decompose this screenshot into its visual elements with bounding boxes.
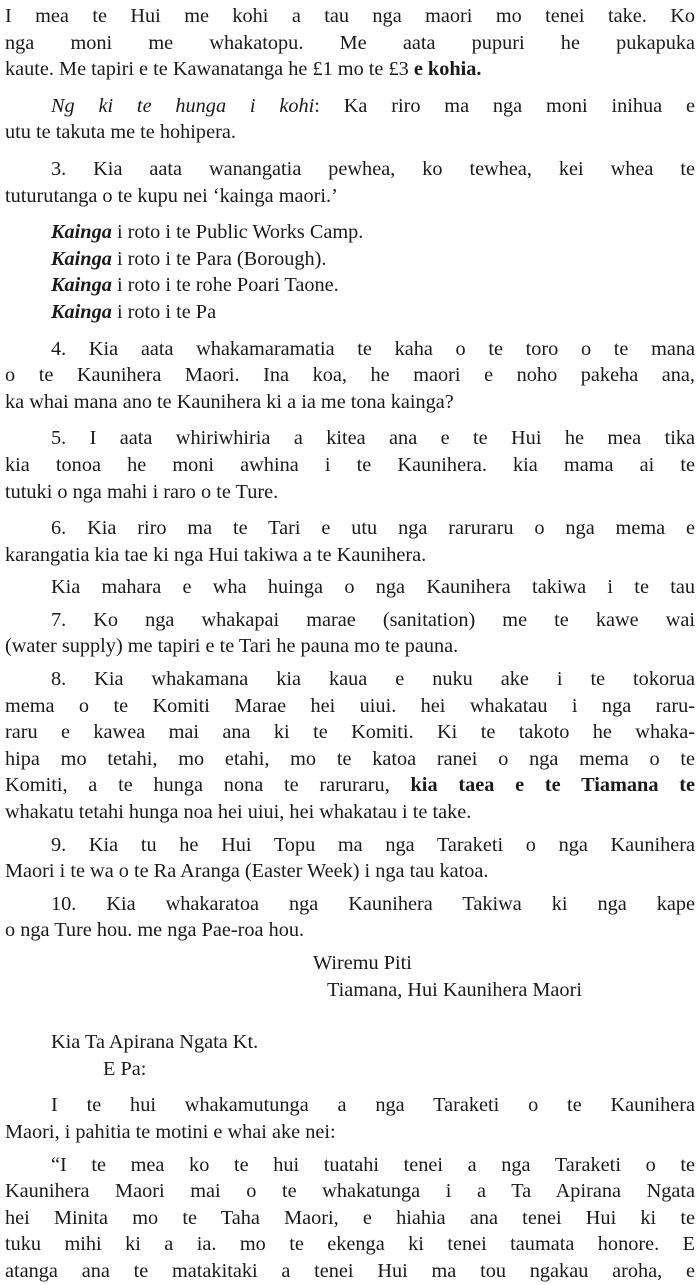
- text-line: Maori i te wa o te Ra Aranga (Easter Week) i nga tau katoa.: [5, 860, 489, 883]
- text-line: 5. I aata whiriwhiria a kitea ana e te Hui he mea tika: [51, 427, 695, 450]
- paragraph-item-5: [5, 425, 695, 505]
- list-item: [5, 246, 695, 273]
- text-line: Kaunihera Maori mai o te whakatunga i a Ta Apirana Ngata: [5, 1180, 695, 1203]
- text-run: i roto i te Pa: [111, 300, 217, 323]
- text-line: (water supply) me tapiri e te Tari he pauna mo te pauna.: [5, 635, 459, 658]
- signature-block: [5, 950, 695, 1003]
- paragraph-item-7: [5, 607, 695, 660]
- text-run-bold-italic: Kainga: [51, 274, 112, 297]
- paragraph-item-9: [5, 832, 695, 885]
- text-line: nga moni me whakatopu. Me aata pupuri he pukapuka: [5, 31, 695, 54]
- text-run-bold-italic: Kainga: [51, 221, 112, 244]
- paragraph-item-3: [5, 156, 695, 209]
- text-line: 6. Kia riro ma te Tari e utu nga raruraru o nga mema e: [51, 517, 695, 540]
- text-run: i roto i te Para (Borough).: [111, 247, 327, 270]
- paragraph-funding: [5, 3, 695, 83]
- paragraph-item-4: [5, 336, 695, 416]
- text-run-bold-italic: Kainga: [51, 300, 112, 323]
- text-line: o te Kaunihera Maori. Ina koa, he maori e noho pakeha ana,: [5, 364, 695, 387]
- text-line: tuku mihi ki a ia. mo te ekenga ki tenei taumata honore. E: [5, 1233, 695, 1256]
- text-line: hei Minita mo te Taha Maori, e hiahia ana tenei Hui ki te: [5, 1206, 695, 1229]
- text-run: Komiti, a te hunga nona te raruraru,: [5, 774, 411, 797]
- text-line: mema o te Komiti Marae hei uiui. hei whakatau i nga raru-: [5, 694, 695, 717]
- text-line: 7. Ko nga whakapai marae (sanitation) me te kawe wai: [51, 608, 695, 631]
- text-run: i roto i te Public Works Camp.: [111, 221, 364, 244]
- text-line: [5, 56, 695, 83]
- letter-address: [5, 1029, 695, 1082]
- text-line: 10. Kia whakaratoa nga Kaunihera Takiwa ki nga kape: [51, 892, 695, 915]
- addressee: Kia Ta Apirana Ngata Kt.: [51, 1031, 259, 1054]
- text-line: hipa mo tetahi, mo etahi, mo te katoa ranei o nga mema o te: [5, 747, 695, 770]
- text-run-bold: kia taea e te Tiamana te: [410, 774, 695, 797]
- text-line: 9. Kia tu he Hui Topu ma nga Taraketi o nga Kaunihera: [51, 833, 695, 856]
- text-line: [5, 93, 695, 120]
- text-line: o nga Ture hou. me nga Pae-roa hou.: [5, 919, 305, 942]
- list-item: [5, 299, 695, 326]
- list-item: [5, 219, 695, 246]
- text-run-italic: Ng ki te hunga i kohi: [51, 94, 315, 117]
- text-line: whakatu tetahi hunga noa hei uiui, hei whakatau i te take.: [5, 801, 472, 824]
- paragraph-item-10: [5, 891, 695, 944]
- text-line: [5, 772, 695, 799]
- text-line: “I te mea ko te hui tuatahi tenei a nga Taraketi o te: [51, 1153, 695, 1176]
- text-line: raru e kawea mai ana ki te Komiti. Ki te takoto he whaka-: [5, 721, 695, 744]
- text-run-bold-italic: Kainga: [51, 247, 112, 270]
- paragraph-collectors: [5, 93, 695, 146]
- paragraph-letter-intro: [5, 1092, 695, 1145]
- text-run: : Ka riro ma nga moni inihua e: [314, 94, 695, 117]
- text-line: 8. Kia whakamana kia kaua e nuku ake i te tokorua: [51, 668, 695, 691]
- list-item: [5, 272, 695, 299]
- document-page: [5, 3, 695, 1285]
- paragraph-item-6: [5, 515, 695, 568]
- text-line: kia tonoa he moni awhina i te Kaunihera. kia mama ai te: [5, 453, 695, 476]
- text-line: Kia mahara e wha huinga o nga Kaunihera takiwa i te tau: [51, 576, 695, 599]
- text-line: karangatia kia tae ki nga Hui takiwa a te Kaunihera.: [5, 543, 427, 566]
- text-line: ka whai mana ano te Kaunihera ki a ia me tona kainga?: [5, 390, 454, 413]
- salutation: E Pa:: [103, 1057, 147, 1080]
- text-line: utu te takuta me te hohipera.: [5, 121, 236, 144]
- paragraph-motion: [5, 1152, 695, 1285]
- text-run: i roto i te rohe Poari Taone.: [111, 274, 339, 297]
- text-line: Maori, i pahitia te motini e whai ake nei:: [5, 1120, 336, 1143]
- text-line: atanga ana te matakitaki a tenei Hui ma tou ngakau aroha, e: [5, 1259, 695, 1282]
- signature-title: Tiamana, Hui Kaunihera Maori: [327, 978, 582, 1001]
- text-run: kaute. Me tapiri e te Kawanatanga he £1 mo te £3: [5, 58, 414, 81]
- text-line: tutuki o nga mahi i raro o te Ture.: [5, 480, 279, 503]
- text-run-bold: e kohia.: [413, 58, 482, 81]
- signature-name: Wiremu Piti: [313, 952, 412, 974]
- text-line: I te hui whakamutunga a nga Taraketi o te Kaunihera: [51, 1094, 695, 1117]
- text-line: tuturutanga o te kupu nei ‘kainga maori.’: [5, 184, 338, 207]
- text-line: I mea te Hui me kohi a tau nga maori mo tenei take. Ko: [5, 5, 695, 27]
- kainga-list: [5, 219, 695, 325]
- paragraph-item-8: [5, 666, 695, 826]
- text-line: 4. Kia aata whakamaramatia te kaha o te toro o te mana: [51, 337, 695, 360]
- text-line: 3. Kia aata wanangatia pewhea, ko tewhea, kei whea te: [51, 157, 695, 180]
- paragraph-hui-note: [5, 574, 695, 601]
